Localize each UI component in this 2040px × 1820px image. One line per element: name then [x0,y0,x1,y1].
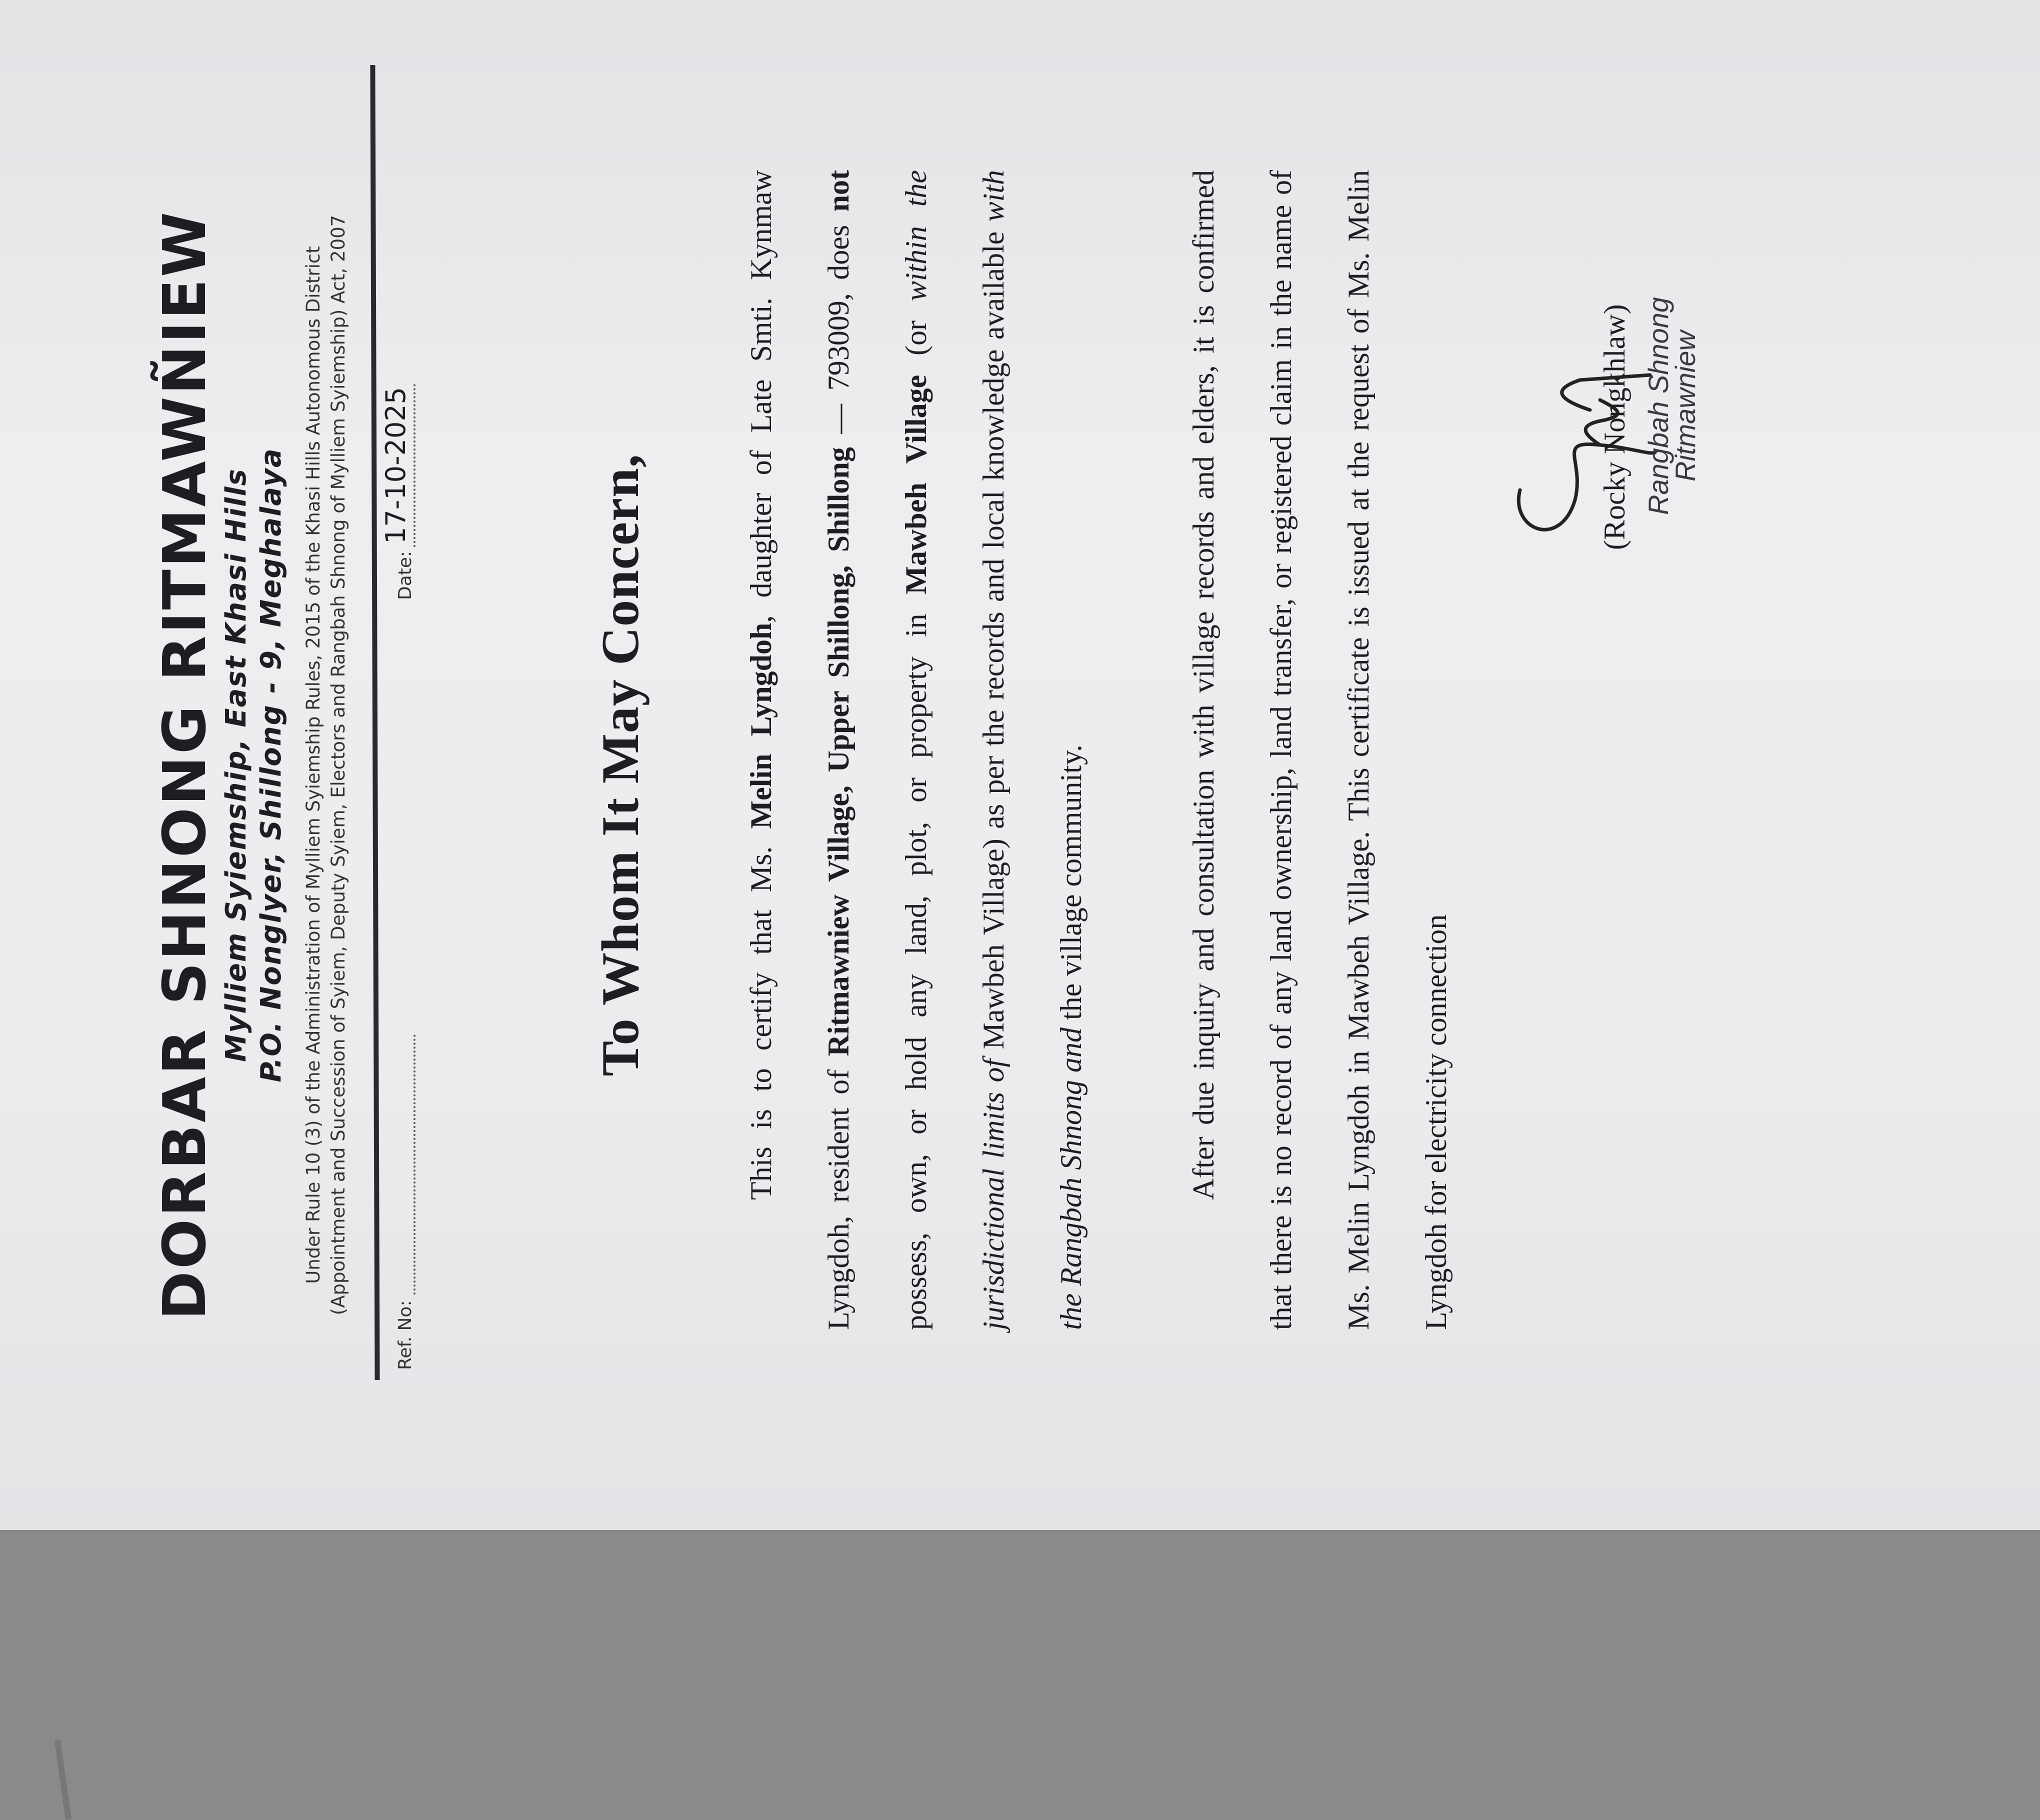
text-run: Mawbeh Village) as per the records and local knowledge available [977,222,1010,1059]
ref-number-field [395,1034,416,1370]
ref-label: Ref. No: [395,1300,416,1370]
pencil-mark [54,1740,72,1820]
italic-run: with the Rangbah Shnong and [977,170,1088,1330]
ref-blank [398,1034,416,1294]
letterhead-rule-line-2: (Appointment and Succession of Syiem, Deputy Syiem, Electors and Rangbah Shnong of Mylliem Syiemship) Act, 2007 [328,214,349,1316]
certificate-paragraph-1 [722,170,1110,1330]
handwritten-signature [1500,350,1660,560]
text-run: the village community. [1054,744,1088,1028]
date-label: Date: [395,550,416,600]
letterhead-subtitle: Mylliem Syiemship, East Khasi Hills [220,468,252,1062]
text-run: possess, own, or hold any land, plot, or property in [900,594,932,1330]
date-value: 17-10-2025 [380,384,416,547]
village-name: Mawbeh Village [900,374,932,594]
emphasis-not: not [822,170,855,212]
text-run: (or [900,301,932,375]
italic-run: within the jurisdictional limits of [900,170,1010,1330]
text-run: This is to certify that Ms. [744,828,778,1200]
signatory-title [1642,297,1701,515]
certificate-paragraph-2 [1165,170,1475,1330]
letterhead-divider [370,65,380,1380]
letterhead-title: DORBAR SHNONG RITMAWÑIEW [150,210,219,1320]
date-field [380,384,416,600]
letterhead-rule-line-1: Under Rule 10 (3) of the Administration of Mylliem Syiemship Rules, 2015 of the Khasi Hills Autonomous District [302,246,324,1284]
letterhead-address: P.O. Nonglyer, Shillong - 9, Meghalaya [255,448,288,1082]
salutation-heading: To Whom It May Concern, [591,454,650,1076]
text-run: , daughter of Late Smti. Kynmaw Lyngdoh, resident of [744,170,855,1330]
signatory-title-line-1: Rangbah Shnong [1642,297,1674,515]
paragraph-2-text: After due inquiry and consultation with village records and elders, it is confirmed that there is no record of any land ownership, land transfer, or registered claim in the name of Ms. Melin Lyngdoh in Mawbeh Village. This certificate is issued at the request of Ms. Melin Lyngdoh for electricity connection [1187,170,1452,1330]
signatory-name: (Rocky Nongkhlaw) [1598,304,1631,550]
resident-address: Ritmawniew Village, Upper Shillong, Shillong [822,447,855,1056]
text-run: — 793009, does [822,212,855,448]
signatory-title-line-2: Ritmawniew [1670,330,1701,482]
person-name: Melin Lyngdoh [744,622,778,829]
